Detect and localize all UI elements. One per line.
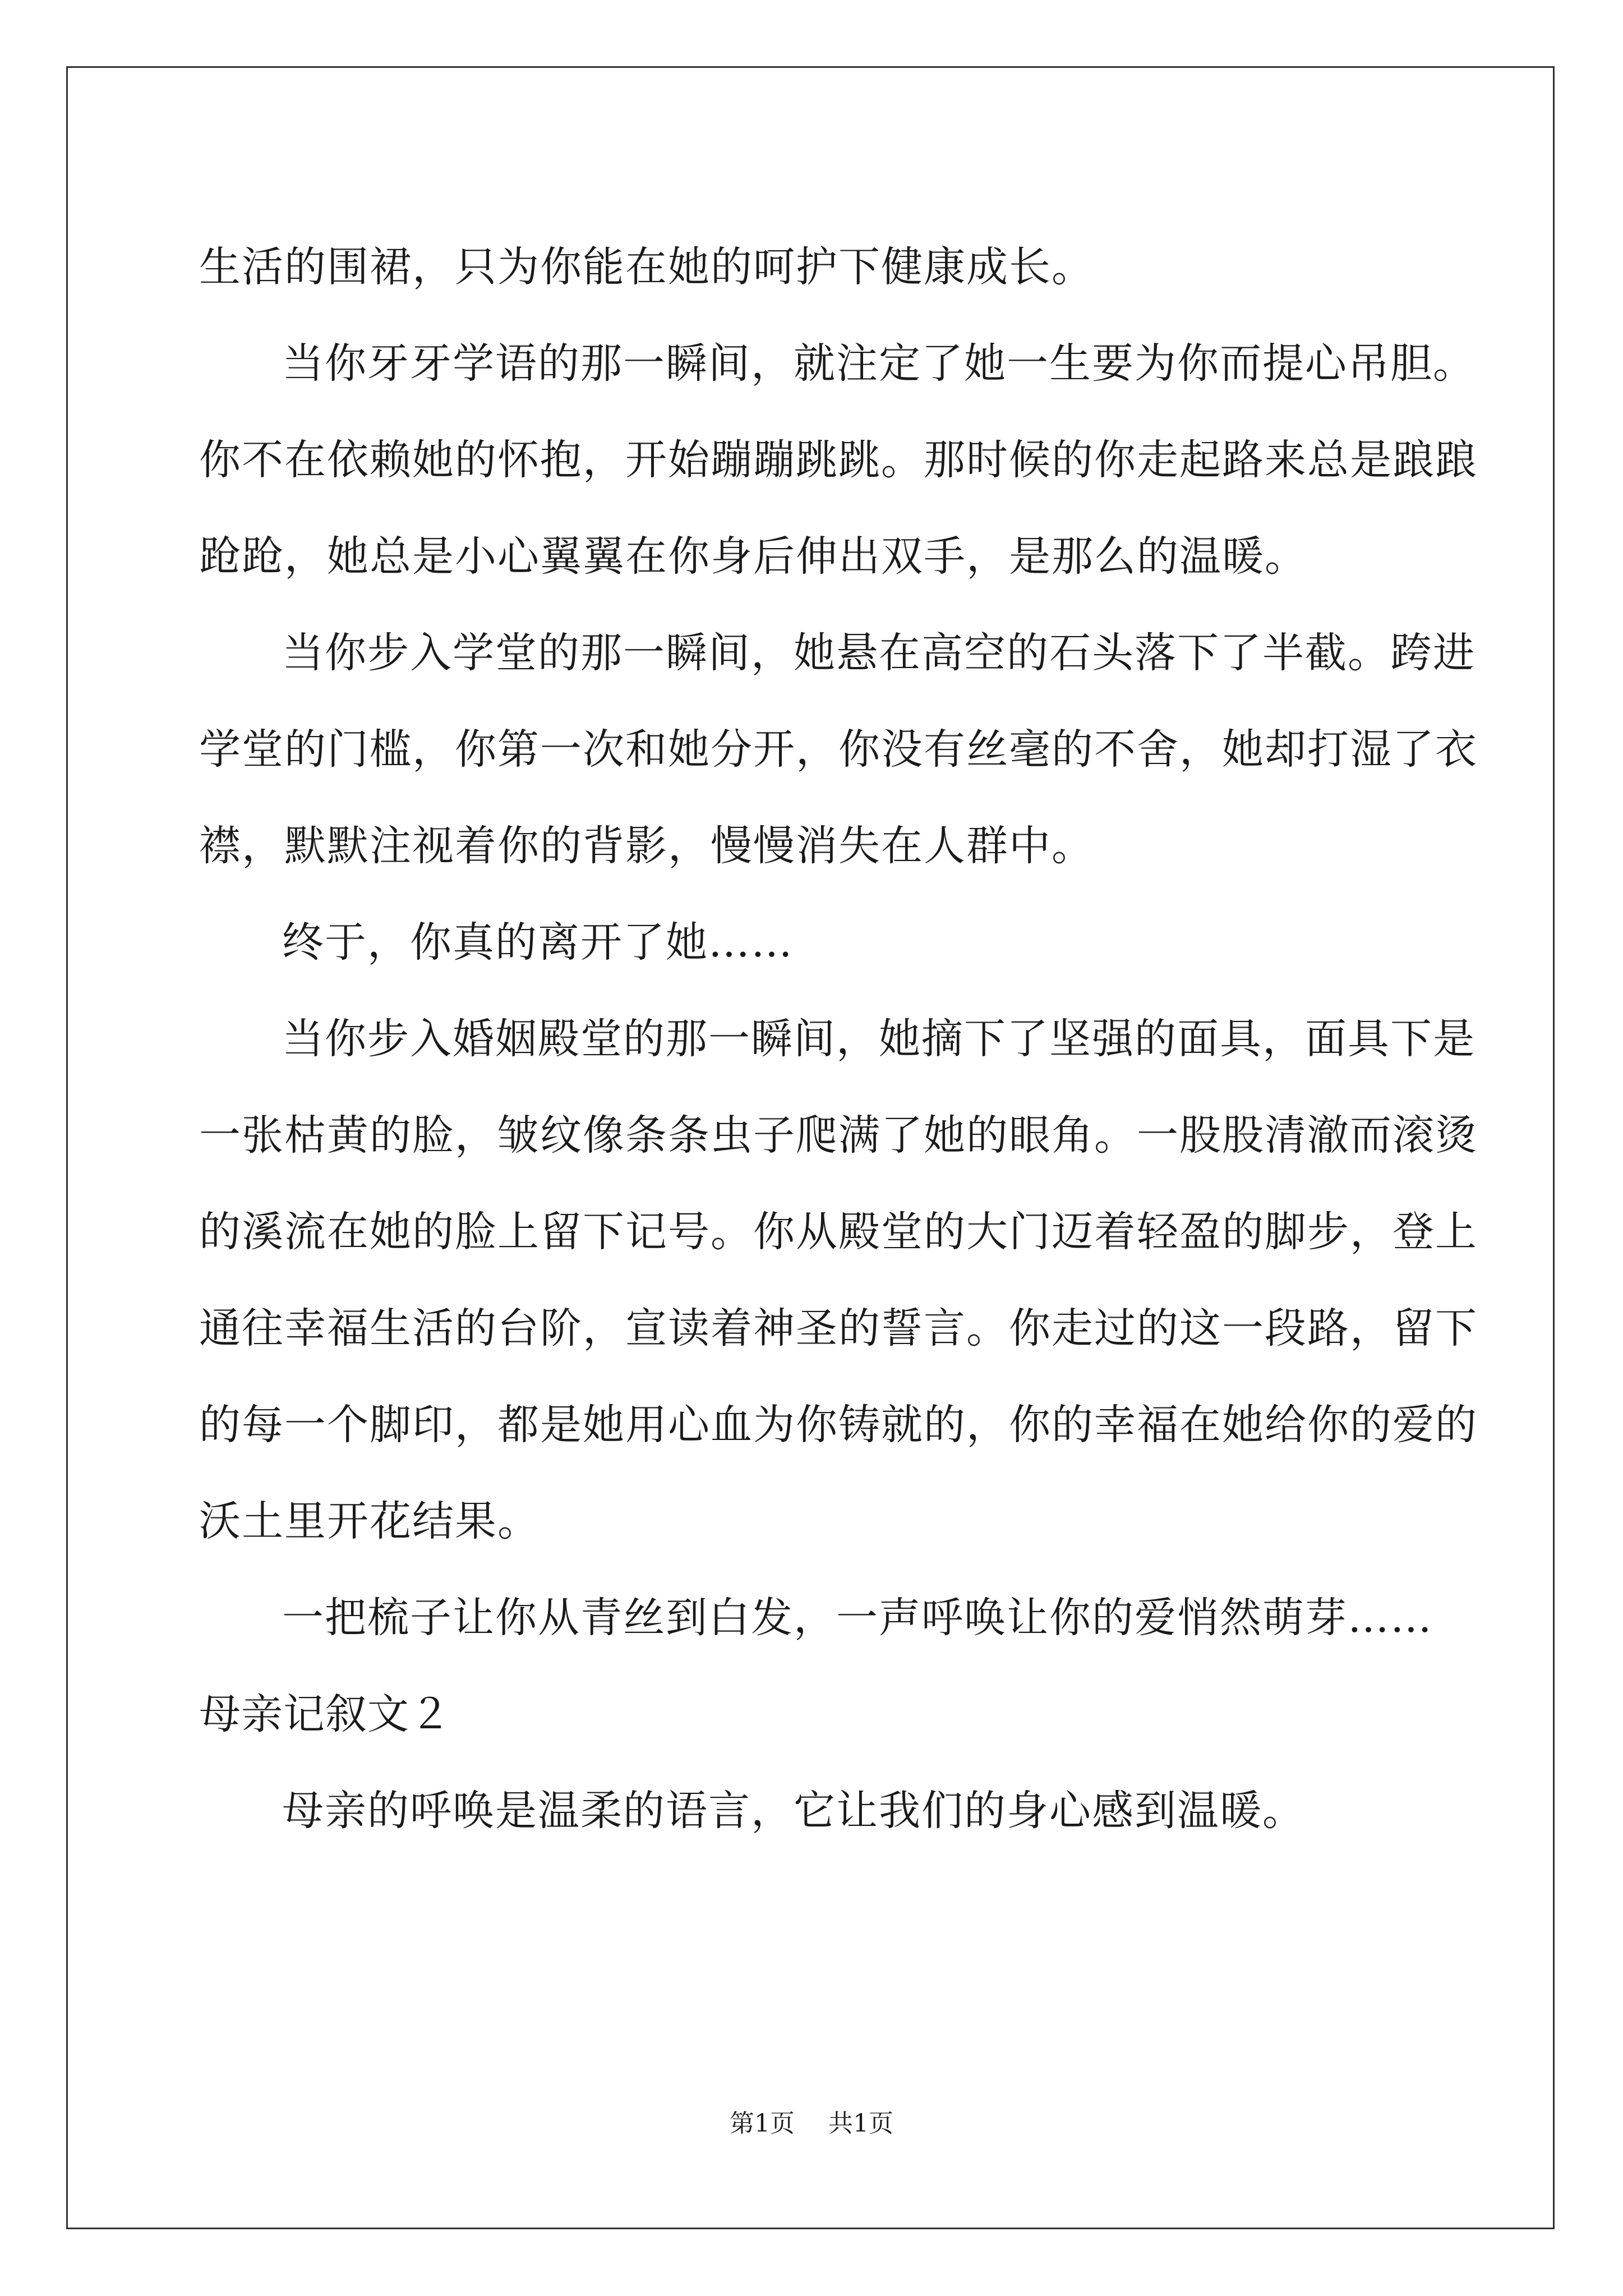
page-footer <box>0 2107 1623 2141</box>
document-body <box>199 219 1478 1859</box>
text-line: 一张枯黄的脸，皱纹像条条虫子爬满了她的眼角。一股股清澈而滚烫 <box>199 1111 1478 1159</box>
paragraph-first-line: 终于，你真的离开了她…… <box>282 918 794 967</box>
text-line: 的溪流在她的脸上留下记号。你从殿堂的大门迈着轻盈的脚步，登上 <box>199 1208 1478 1256</box>
page-total: 共1页 <box>828 2109 893 2138</box>
text-line: 襟，默默注视着你的背影，慢慢消失在人群中。 <box>199 822 1094 870</box>
text-line: 的每一个脚印，都是她用心血为你铸就的，你的幸福在她给你的爱的 <box>199 1401 1478 1449</box>
text-line: 跄跄，她总是小心翼翼在你身后伸出双手，是那么的温暖。 <box>199 532 1307 581</box>
text-line: 通往幸福生活的台阶，宣读着神圣的誓言。你走过的这一段路，留下 <box>199 1304 1478 1352</box>
text-line: 学堂的门槛，你第一次和她分开，你没有丝毫的不舍，她却打湿了衣 <box>199 725 1478 774</box>
paragraph-first-line: 母亲的呼唤是温柔的语言，它让我们的身心感到温暖。 <box>282 1787 1305 1835</box>
text-line: 你不在依赖她的怀抱，开始蹦蹦跳跳。那时候的你走起路来总是踉踉 <box>199 436 1478 484</box>
section-heading: 母亲记叙文２ <box>199 1690 451 1738</box>
paragraph-first-line: 当你牙牙学语的那一瞬间，就注定了她一生要为你而提心吊胆。 <box>282 339 1476 388</box>
text-line: 生活的围裙，只为你能在她的呵护下健康成长。 <box>199 243 1094 291</box>
paragraph-first-line: 当你步入婚姻殿堂的那一瞬间，她摘下了坚强的面具，面具下是 <box>282 1015 1476 1063</box>
page-number: 第1页 <box>730 2109 795 2138</box>
text-line: 沃土里开花结果。 <box>199 1497 540 1545</box>
paragraph-first-line: 当你步入学堂的那一瞬间，她悬在高空的石头落下了半截。跨进 <box>282 629 1476 677</box>
paragraph-first-line: 一把梳子让你从青丝到白发，一声呼唤让你的爱悄然萌芽…… <box>282 1594 1433 1642</box>
